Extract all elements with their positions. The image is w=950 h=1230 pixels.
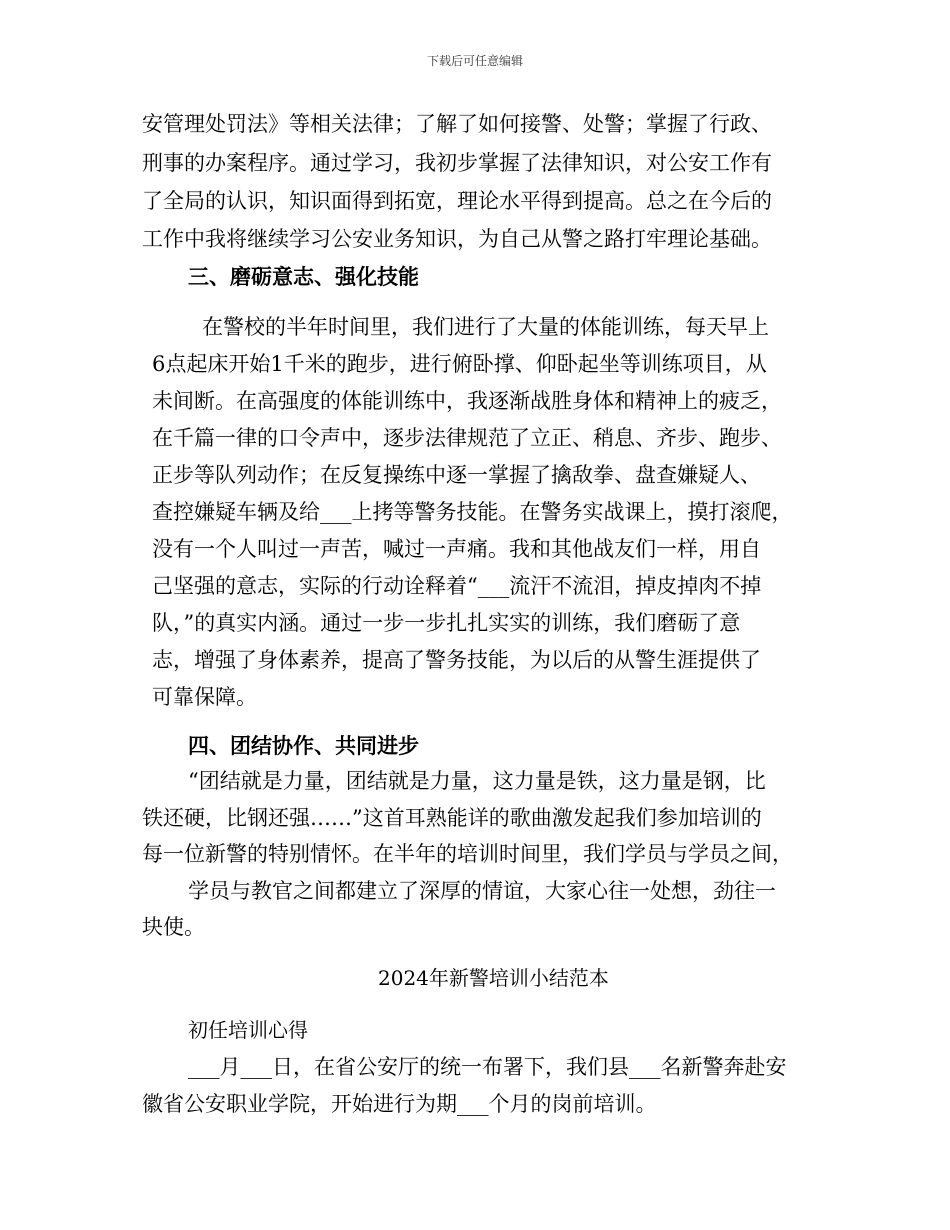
body-line: 未间断。在高强度的体能训练中，我逐渐战胜身体和精神上的疲乏，	[152, 389, 782, 413]
body-line: 在千篇一律的口令声中，逐步法律规范了立正、稍息、齐步、跑步、	[152, 426, 782, 450]
body-line: 工作中我将继续学习公安业务知识，为自己从警之路打牢理论基础。	[142, 227, 772, 251]
body-line: 块使。	[142, 915, 205, 939]
body-line: “团结就是力量，团结就是力量，这力量是铁，这力量是钢，比	[188, 769, 766, 793]
body-line: 没有一个人叫过一声苦，喊过一声痛。我和其他战友们一样，用自	[152, 537, 761, 561]
section-heading-4: 四、团结协作、共同进步	[188, 733, 419, 758]
body-line: 在警校的半年时间里，我们进行了大量的体能训练，每天早上	[202, 315, 769, 339]
page-header-note: 下载后可任意编辑	[426, 54, 523, 68]
body-line: 了全局的认识，知识面得到拓宽，理论水平得到提高。总之在今后的	[142, 189, 772, 213]
body-line: 查控嫌疑车辆及给___上拷等警务技能。在警务实战课上，摸打滚爬，	[152, 500, 793, 524]
body-line: 正步等队列动作；在反复操练中逐一掌握了擒敌拳、盘查嫌疑人、	[152, 463, 761, 487]
document-title: 2024年新警培训小结范本	[378, 966, 609, 990]
body-line: 铁还硬，比钢还强……”这首耳熟能详的歌曲激发起我们参加培训的	[142, 806, 762, 830]
body-line: 安管理处罚法》等相关法律；了解了如何接警、处警；掌握了行政、	[142, 112, 772, 136]
body-line: 队，”的真实内涵。通过一步一步扎扎实实的训练，我们磨砺了意	[152, 611, 741, 635]
body-line: 6点起床开始1千米的跑步，进行俯卧撑、仰卧起坐等训练项目，从	[152, 352, 767, 376]
subtitle: 初任培训心得	[188, 1018, 308, 1042]
body-line: 己坚强的意志，实际的行动诠释着“___流汗不流泪，掉皮掉肉不掉	[152, 574, 762, 598]
section-heading-3: 三、磨砺意志、强化技能	[188, 264, 419, 289]
body-line: 每一位新警的特别情怀。在半年的培训时间里，我们学员与学员之间，	[142, 842, 793, 866]
body-line: 可靠保障。	[152, 685, 257, 709]
body-line: 刑事的办案程序。通过学习，我初步掌握了法律知识，对公安工作有	[142, 151, 772, 175]
body-line: ___月___日，在省公安厅的统一布署下，我们县___名新警奔赴安	[188, 1055, 787, 1079]
body-line: 志，增强了身体素养，提高了警务技能，为以后的从警生涯提供了	[152, 648, 761, 672]
body-line: 学员与教官之间都建立了深厚的情谊，大家心往一处想，劲往一	[188, 879, 776, 903]
body-line: 徽省公安职业学院，开始进行为期___个月的岗前培训。	[142, 1092, 657, 1116]
